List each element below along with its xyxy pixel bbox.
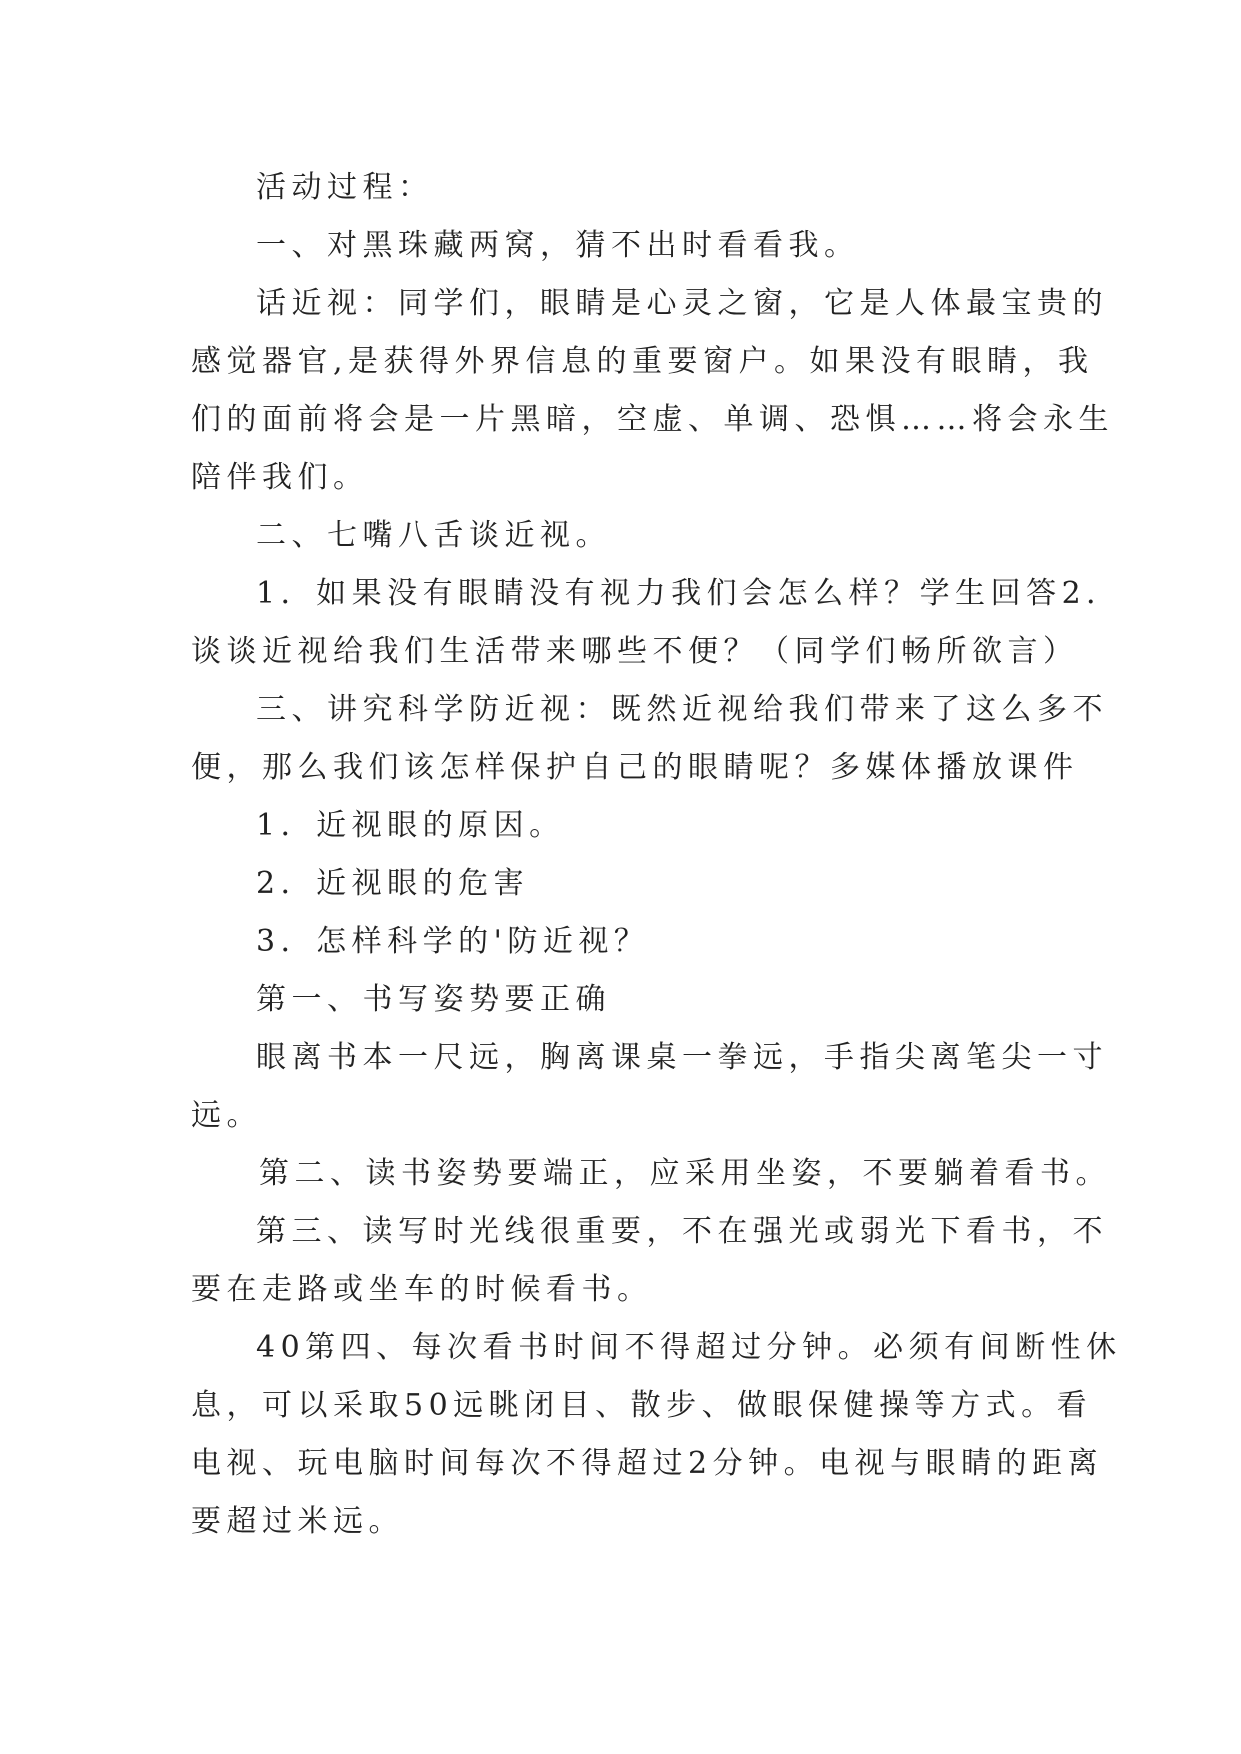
section-heading-two: 二、七嘴八舌谈近视。 [256, 518, 611, 553]
paragraph-line: 要超过米远。 [191, 1504, 404, 1539]
list-item: 1．近视眼的原因。 [256, 808, 565, 843]
subheading-first: 第一、书写姿势要正确 [256, 982, 611, 1017]
paragraph-line: 谈谈近视给我们生活带来哪些不便？（同学们畅所欲言） [191, 634, 1079, 669]
paragraph-line: 一、对黑珠藏两窝，猜不出时看看我。 [256, 228, 860, 263]
paragraph-line: 1．如果没有眼睛没有视力我们会怎么样？学生回答2． [256, 576, 1122, 611]
list-item: 3．怎样科学的'防近视？ [256, 924, 650, 959]
paragraph-line: 们的面前将会是一片黑暗，空虚、单调、恐惧……将会永生 [191, 402, 1114, 437]
paragraph-line: 第三、读写时光线很重要，不在强光或弱光下看书，不 [256, 1214, 1108, 1249]
paragraph-line: 要在走路或坐车的时候看书。 [191, 1272, 653, 1307]
paragraph-line: 息，可以采取50远眺闭目、散步、做眼保健操等方式。看 [191, 1388, 1093, 1423]
paragraph-line: 远。 [191, 1098, 262, 1133]
list-item: 2．近视眼的危害 [256, 866, 530, 901]
section-heading-three: 三、讲究科学防近视：既然近视给我们带来了这么多不 [256, 692, 1108, 727]
paragraph-line: 感觉器官,是获得外界信息的重要窗户。如果没有眼睛，我 [191, 344, 1094, 379]
paragraph-line: 眼离书本一尺远，胸离课桌一拳远，手指尖离笔尖一寸 [256, 1040, 1108, 1075]
paragraph-line: 40第四、每次看书时间不得超过分钟。必须有间断性休 [256, 1330, 1122, 1365]
paragraph-line: 陪伴我们。 [191, 460, 369, 495]
paragraph-line: 话近视：同学们，眼睛是心灵之窗，它是人体最宝贵的 [256, 286, 1108, 321]
paragraph-line: 第二、读书姿势要端正，应采用坐姿，不要躺着看书。 [259, 1156, 1111, 1191]
paragraph-line: 便，那么我们该怎样保护自己的眼睛呢？多媒体播放课件 [191, 750, 1079, 785]
paragraph-line: 电视、玩电脑时间每次不得超过2分钟。电视与眼睛的距离 [191, 1446, 1104, 1481]
section-heading-process: 活动过程： [256, 170, 434, 205]
